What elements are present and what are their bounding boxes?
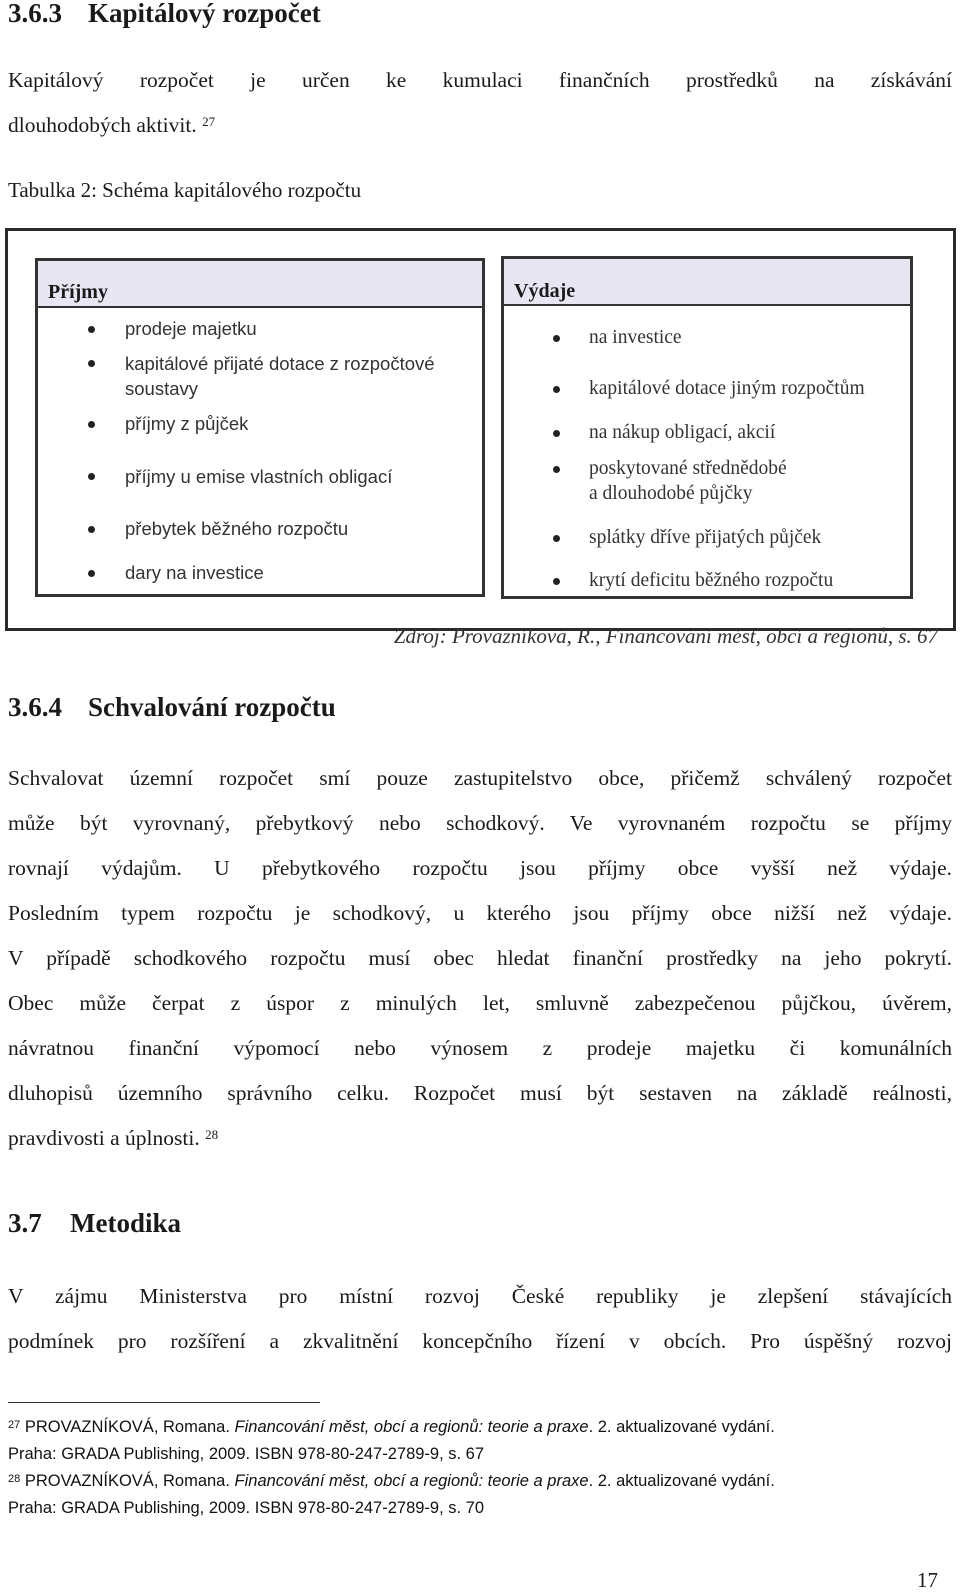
paragraph-line: pravdivosti a úplnosti. $^{28}$ [8,1126,219,1150]
footnote: $^{28}$ PROVAZNÍKOVÁ, Romana. Financování měst, obcí a regionů: teorie a praxe. 2. aktualizované vydání. Praha: GRADA Publishing, 2009. ISBN 978-80-247-2789-9, s. 70 [8,1472,775,1517]
table-source: Zdroj: Provazníková, R., Financování měst, obcí a regionů, s. 67 [393,624,938,648]
footnote-number: 27 [8,1419,21,1431]
paragraph-line: dlouhodobých aktivit. $^{27}$ [8,113,216,137]
income-item: přebytek běžného rozpočtu [125,518,349,539]
bullet-icon [88,473,95,480]
expenses-item: splátky dříve přijatých půjček [589,527,822,548]
bullet-icon [88,570,95,577]
approval-paragraph [8,756,952,1161]
section-number: 3.6.3 [8,0,62,28]
bullet-icon [88,360,95,367]
paragraph-line: může být vyrovnaný, přebytkový nebo schodkový. Ve vyrovnaném rozpočtu se příjmy [8,811,952,835]
expenses-heading: Výdaje [504,259,910,306]
section-heading-3-6-4 [8,692,336,723]
income-item: kapitálové přijaté dotace z rozpočtové soustavy [125,353,435,399]
footnote-ref: 28 [205,1127,219,1142]
income-item: příjmy z půjček [125,413,249,434]
footnote-number: 28 [8,1473,21,1485]
paragraph-line: dluhopisů územního správního celku. Rozpočet musí být sestaven na základě reálnosti, [8,1081,952,1105]
paragraph-line: Obec může čerpat z úspor z minulých let, smluvně zabezpečenou půjčkou, úvěrem, [8,991,952,1015]
budget-schema-table [5,228,956,631]
bullet-icon [553,430,560,437]
expenses-item: kapitálové dotace jiným rozpočtům [589,378,865,399]
bullet-icon [88,526,95,533]
methodology-paragraph [8,1274,952,1364]
footnote: $^{27}$ PROVAZNÍKOVÁ, Romana. Financování měst, obcí a regionů: teorie a praxe. 2. aktualizované vydání. Praha: GRADA Publishing, 2009. ISBN 978-80-247-2789-9, s. 67 [8,1418,775,1463]
intro-paragraph [8,58,952,148]
paragraph-line: V případě schodkového rozpočtu musí obec hledat finanční prostředky na jeho pokrytí. [8,946,952,970]
income-item: dary na investice [125,562,264,583]
bullet-icon [553,466,560,473]
section-title: Kapitálový rozpočet [88,0,321,28]
section-number: 3.7 [8,1208,42,1238]
page-number: 17 [917,1568,938,1592]
income-column [35,258,485,597]
income-heading: Příjmy [38,261,482,308]
expenses-item: na investice [589,327,682,348]
income-item: prodeje majetku [125,318,257,339]
paragraph-line: návratnou finanční výpomocí nebo výnosem z prodeje majetku či komunálních [8,1036,952,1060]
table-caption: Tabulka 2: Schéma kapitálového rozpočtu [8,178,362,202]
section-number: 3.6.4 [8,692,62,722]
paragraph-line: podmínek pro rozšíření a zkvalitnění koncepčního řízení v obcích. Pro úspěšný rozvoj [8,1329,952,1353]
section-title: Metodika [70,1208,181,1238]
footnote-ref: 27 [202,114,216,129]
expenses-item: krytí deficitu běžného rozpočtu [589,570,834,591]
bullet-icon [88,421,95,428]
section-heading-3-7 [8,1208,181,1239]
bullet-icon [88,326,95,333]
section-heading-3-6-3 [8,0,321,29]
paragraph-line: V zájmu Ministerstva pro místní rozvoj České republiky je zlepšení stávajících [8,1284,952,1308]
section-title: Schvalování rozpočtu [88,692,336,722]
bullet-icon [553,335,560,342]
bullet-icon [553,535,560,542]
footnote-separator [8,1402,320,1403]
paragraph-line: Kapitálový rozpočet je určen ke kumulaci finančních prostředků na získávání [8,68,952,92]
expenses-item: na nákup obligací, akcií [589,422,776,443]
paragraph-line: Posledním typem rozpočtu je schodkový, u kterého jsou příjmy obce nižší než výdaje. [8,901,952,925]
paragraph-line: Schvalovat územní rozpočet smí pouze zastupitelstvo obce, přičemž schválený rozpočet [8,766,952,790]
income-item: příjmy u emise vlastních obligací [125,466,393,487]
paragraph-line: rovnají výdajům. U přebytkového rozpočtu jsou příjmy obce vyšší než výdaje. [8,856,952,880]
expenses-item: poskytované střednědobé a dlouhodobé půjčky [589,458,787,504]
bullet-icon [553,386,560,393]
bullet-icon [553,578,560,585]
